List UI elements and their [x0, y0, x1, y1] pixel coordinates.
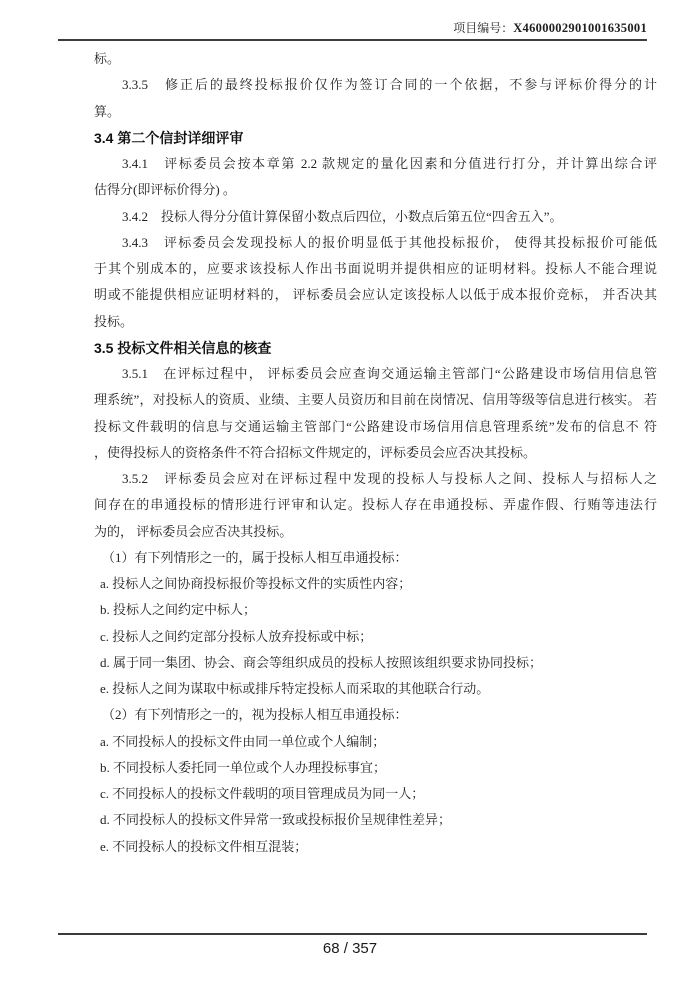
text-line: 为的， 评标委员会应否决其投标。 [94, 523, 293, 539]
page-number: 68 / 357 [322, 940, 378, 957]
text-line: e. 不同投标人的投标文件相互混装； [100, 838, 308, 854]
project-number-label: 项目编号： [453, 21, 514, 35]
text-line: e. 投标人之间为谋取中标或排斥特定投标人而采取的其他联合行动。 [100, 681, 490, 696]
footer-rule [58, 933, 647, 935]
page-header [453, 20, 647, 37]
text-line: （2）有下列情形之一的，视为投标人相互串通投标： [102, 707, 408, 723]
text-line: 明或不能提供相应证明材料的， 评标委员会应认定该投标人以低于成本报价竞标， 并否决其 [94, 287, 657, 303]
text-line: d. 不同投标人的投标文件异常一致或投标报价呈规律性差异； [100, 812, 452, 828]
project-number-value: X4600002901001635001 [513, 21, 647, 35]
section-heading: 3.4 第二个信封详细评审 [94, 129, 244, 146]
text-line: 理系统”，对投标人的资质、业绩、主要人员资历和目前在岗情况、信用等级等信息进行核实。 若 [94, 392, 657, 408]
text-line: 于其个别成本的，应要求该投标人作出书面说明并提供相应的证明材料。投标人不能合理说 [94, 261, 657, 276]
header-rule [58, 39, 647, 41]
text-line: 标。 [94, 51, 121, 66]
text-line: 间存在的串通投标的情形进行评审和认定。投标人存在串通投标、弄虚作假、行贿等违法行 [94, 497, 657, 513]
text-line: 算。 [94, 103, 121, 119]
text-line: b. 不同投标人委托同一单位或个人办理投标事宜； [100, 759, 387, 775]
section-heading: 3.5 投标文件相关信息的核查 [94, 339, 272, 356]
text-line: c. 投标人之间约定部分投标人放弃投标或中标； [100, 628, 373, 644]
text-line: a. 不同投标人的投标文件由同一单位或个人编制； [100, 733, 386, 749]
text-line: 3.3.5 修正后的最终投标报价仅作为签订合同的一个依据，不参与评标价得分的计 [122, 77, 657, 93]
text-line: 3.5.1 在评标过程中， 评标委员会应查询交通运输主管部门“公路建设市场信用信息管 [122, 366, 657, 381]
text-line: ，使得投标人的资格条件不符合招标文件规定的，评标委员会应否决其投标。 [94, 444, 537, 460]
text-line: d. 属于同一集团、协会、商会等组织成员的投标人按照该组织要求协同投标； [100, 654, 543, 670]
text-line: a. 投标人之间协商投标报价等投标文件的实质性内容； [100, 576, 412, 591]
text-line: 3.5.2 评标委员会应对在评标过程中发现的投标人与投标人之间、投标人与招标人之 [122, 471, 657, 486]
text-line: 3.4.3 评标委员会发现投标人的报价明显低于其他投标报价， 使得其投标报价可能低 [122, 234, 657, 250]
document-body [94, 46, 657, 860]
text-line: 投标文件载明的信息与交通运输主管部门“公路建设市场信用信息管理系统”发布的信息不 符 [94, 418, 657, 434]
text-line: c. 不同投标人的投标文件载明的项目管理成员为同一人； [100, 786, 425, 801]
text-line: 3.4.2 投标人得分分值计算保留小数点后四位，小数点后第五位“四舍五入”。 [122, 208, 563, 224]
text-line: 投标。 [94, 313, 134, 329]
text-line: （1）有下列情形之一的，属于投标人相互串通投标： [102, 549, 408, 565]
text-line: 3.4.1 评标委员会按本章第 2.2 款规定的量化因素和分值进行打分，并计算出综合评 [122, 156, 657, 171]
text-line: b. 投标人之间约定中标人； [100, 602, 257, 618]
text-line: 估得分(即评标价得分) 。 [94, 182, 236, 198]
